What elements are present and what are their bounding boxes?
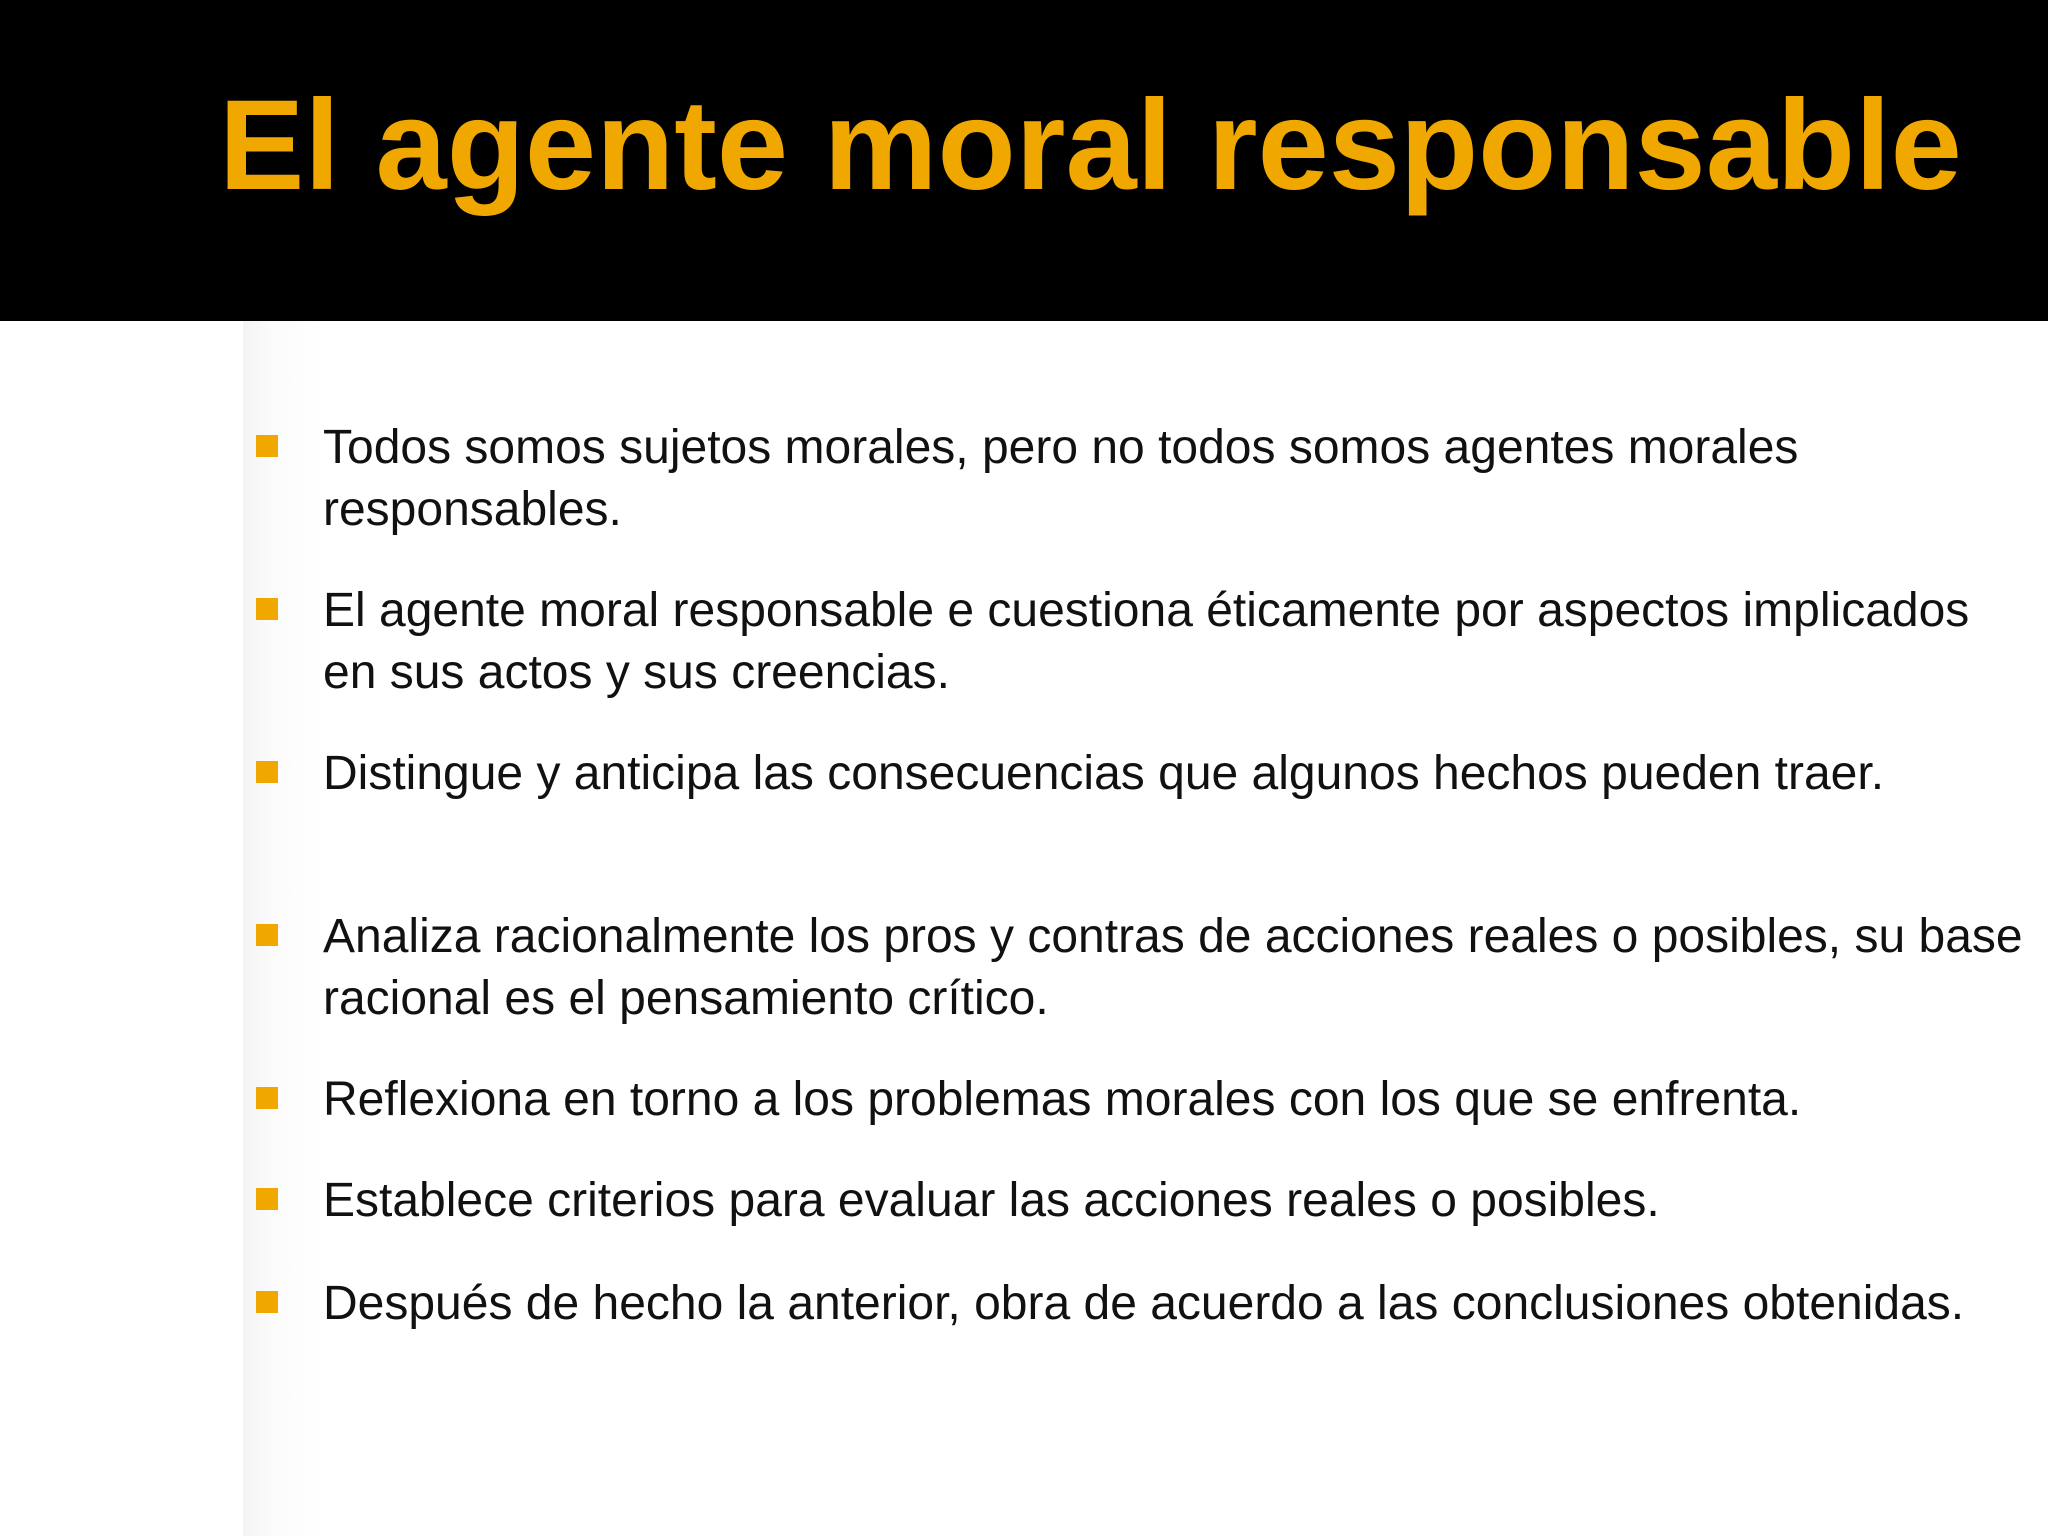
square-bullet-icon — [256, 1291, 278, 1313]
square-bullet-icon — [256, 924, 278, 946]
bullet-text: El agente moral responsable e cuestiona éticamente por aspectos implicados en sus actos y sus creencias. — [323, 584, 1970, 699]
slide-title: El agente moral responsable — [219, 74, 1962, 217]
square-bullet-icon — [256, 1087, 278, 1109]
bullet-text: Analiza racionalmente los pros y contras de acciones reales o posibles, su base racional es el pensamiento crítico. — [323, 910, 2023, 1025]
square-bullet-icon — [256, 598, 278, 620]
bullet-text: Después de hecho la anterior, obra de acuerdo a las conclusiones obtenidas. — [323, 1277, 1965, 1330]
bullet-text: Establece criterios para evaluar las acciones reales o posibles. — [323, 1174, 1660, 1227]
bullet-text: Todos somos sujetos morales, pero no todos somos agentes morales responsables. — [323, 421, 1799, 536]
square-bullet-icon — [256, 761, 278, 783]
square-bullet-icon — [256, 435, 278, 457]
bullet-text: Distingue y anticipa las consecuencias que algunos hechos pueden traer. — [323, 747, 1885, 800]
square-bullet-icon — [256, 1188, 278, 1210]
bullet-text: Reflexiona en torno a los problemas morales con los que se enfrenta. — [323, 1073, 1802, 1126]
title-bar — [0, 0, 2048, 321]
